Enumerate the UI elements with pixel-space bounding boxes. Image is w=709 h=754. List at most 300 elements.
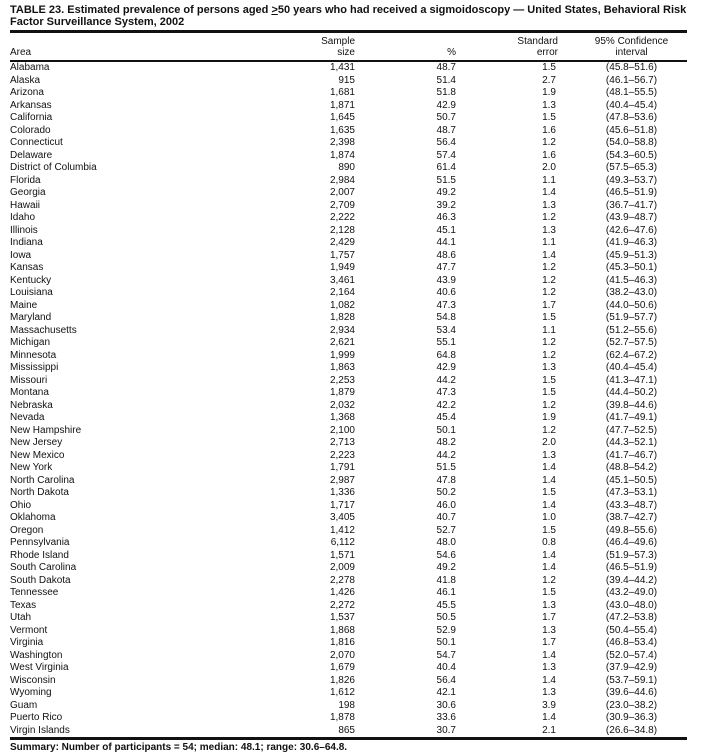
- cell-standard-error: 1.7: [542, 637, 556, 648]
- cell-standard-error: 1.3: [542, 662, 556, 673]
- cell-confidence-interval: (47.7–52.5): [605, 424, 658, 436]
- cell-sample-size: 1,679: [329, 662, 355, 673]
- cell-area: North Carolina: [10, 474, 75, 486]
- cell-area: Alaska: [10, 74, 41, 86]
- cell-percent: 56.4: [436, 137, 456, 148]
- cell-percent: 46.3: [436, 212, 456, 223]
- cell-area: California: [10, 112, 53, 123]
- cell-area: Virginia: [10, 637, 44, 648]
- cell-sample-size: 1,879: [329, 387, 355, 398]
- cell-sample-size: 1,368: [329, 412, 355, 423]
- table-row: [10, 700, 687, 713]
- cell-area: North Dakota: [10, 487, 69, 498]
- cell-standard-error: 1.4: [542, 187, 556, 198]
- cell-percent: 48.7: [436, 62, 456, 73]
- cell-standard-error: 1.4: [542, 499, 556, 511]
- table-header: [10, 32, 687, 62]
- cell-sample-size: 1,681: [329, 87, 355, 98]
- cell-confidence-interval: (47.3–53.1): [605, 487, 658, 498]
- cell-confidence-interval: (45.1–50.5): [605, 474, 658, 486]
- cell-confidence-interval: (49.3–53.7): [605, 174, 658, 186]
- table-row: [10, 725, 687, 739]
- cell-area: New York: [10, 462, 53, 473]
- cell-percent: 40.4: [436, 662, 456, 673]
- cell-confidence-interval: (44.0–50.6): [605, 299, 658, 311]
- cell-sample-size: 1,828: [329, 312, 355, 323]
- col-header-area-label: Area: [10, 47, 32, 58]
- cell-percent: 45.1: [436, 224, 456, 236]
- table-row: [10, 225, 687, 238]
- cell-percent: 30.7: [436, 724, 456, 736]
- cell-standard-error: 1.2: [542, 287, 556, 298]
- cell-percent: 45.4: [436, 412, 456, 423]
- cell-sample-size: 3,405: [329, 512, 355, 523]
- cell-percent: 54.7: [436, 649, 456, 661]
- table-row: [10, 525, 687, 538]
- cell-confidence-interval: (45.9–51.3): [605, 249, 658, 261]
- cell-percent: 51.5: [436, 174, 456, 186]
- cell-percent: 51.5: [436, 462, 456, 473]
- cell-sample-size: 2,984: [329, 174, 355, 186]
- cell-confidence-interval: (49.8–55.6): [605, 524, 658, 536]
- cell-sample-size: 2,934: [329, 324, 355, 336]
- cell-percent: 40.6: [436, 287, 456, 298]
- cell-area: Minnesota: [10, 349, 57, 361]
- cell-standard-error: 1.2: [542, 274, 556, 286]
- cell-area: Ohio: [10, 499, 32, 511]
- cell-percent: 41.8: [436, 574, 456, 586]
- col-header-sample-size-line1: Sample: [321, 36, 355, 47]
- cell-standard-error: 1.5: [542, 524, 556, 536]
- table-row: [10, 200, 687, 213]
- table-row: [10, 387, 687, 400]
- table-row: [10, 487, 687, 500]
- table-row: [10, 400, 687, 413]
- cell-sample-size: 2,621: [329, 337, 355, 348]
- cell-sample-size: 2,164: [329, 287, 355, 298]
- cell-standard-error: 1.3: [542, 624, 556, 636]
- cell-area: Vermont: [10, 624, 48, 636]
- cell-sample-size: 2,713: [329, 437, 355, 448]
- table-row: [10, 612, 687, 625]
- cell-confidence-interval: (46.5–51.9): [605, 187, 658, 198]
- cell-percent: 42.2: [436, 399, 456, 411]
- table-row: [10, 575, 687, 588]
- cell-percent: 42.9: [436, 362, 456, 373]
- cell-sample-size: 1,426: [329, 587, 355, 598]
- cell-standard-error: 1.4: [542, 649, 556, 661]
- cell-area: Delaware: [10, 149, 53, 161]
- cell-area: Tennessee: [10, 587, 59, 598]
- cell-area: Idaho: [10, 212, 36, 223]
- cell-standard-error: 1.3: [542, 449, 556, 461]
- cell-percent: 46.0: [436, 499, 456, 511]
- cell-confidence-interval: (41.7–49.1): [605, 412, 658, 423]
- cell-area: Illinois: [10, 224, 38, 236]
- cell-percent: 51.8: [436, 87, 456, 98]
- cell-area: Arizona: [10, 87, 44, 98]
- cell-sample-size: 1,336: [329, 487, 355, 498]
- table-row: [10, 687, 687, 700]
- cell-percent: 64.8: [436, 349, 456, 361]
- cell-sample-size: 2,278: [329, 574, 355, 586]
- cell-percent: 48.2: [436, 437, 456, 448]
- table-row: [10, 250, 687, 263]
- cell-percent: 48.7: [436, 124, 456, 136]
- table-row: [10, 475, 687, 488]
- cell-area: West Virginia: [10, 662, 69, 673]
- cell-confidence-interval: (40.4–45.4): [605, 99, 658, 111]
- table-row: [10, 125, 687, 138]
- cell-percent: 50.1: [436, 424, 456, 436]
- cell-area: South Carolina: [10, 562, 77, 573]
- cell-percent: 30.6: [436, 699, 456, 711]
- cell-percent: 55.1: [436, 337, 456, 348]
- cell-standard-error: 1.3: [542, 599, 556, 611]
- cell-standard-error: 1.5: [542, 112, 556, 123]
- table-row: [10, 75, 687, 88]
- cell-standard-error: 1.4: [542, 474, 556, 486]
- cell-area: Puerto Rico: [10, 712, 63, 723]
- cell-confidence-interval: (48.1–55.5): [605, 87, 658, 98]
- table-row: [10, 550, 687, 563]
- cell-area: Kentucky: [10, 274, 52, 286]
- cell-percent: 56.4: [436, 674, 456, 686]
- cell-standard-error: 1.5: [542, 312, 556, 323]
- table-row: [10, 625, 687, 638]
- cell-sample-size: 2,253: [329, 374, 355, 386]
- cell-sample-size: 1,868: [329, 624, 355, 636]
- cell-standard-error: 1.2: [542, 137, 556, 148]
- cell-area: Rhode Island: [10, 549, 69, 561]
- table-row: [10, 662, 687, 675]
- cell-standard-error: 2.0: [542, 437, 556, 448]
- cell-standard-error: 1.1: [542, 237, 556, 248]
- cell-sample-size: 1,949: [329, 262, 355, 273]
- table-row: [10, 350, 687, 363]
- cell-area: Florida: [10, 174, 41, 186]
- table-row: [10, 162, 687, 175]
- cell-sample-size: 2,987: [329, 474, 355, 486]
- cell-sample-size: 1,826: [329, 674, 355, 686]
- cell-sample-size: 1,537: [329, 612, 355, 623]
- cell-confidence-interval: (30.9–36.3): [605, 712, 658, 723]
- cell-standard-error: 2.1: [542, 724, 556, 736]
- cell-confidence-interval: (41.9–46.3): [605, 237, 658, 248]
- cell-sample-size: 198: [338, 699, 355, 711]
- cell-sample-size: 1,874: [329, 149, 355, 161]
- cell-area: Louisiana: [10, 287, 53, 298]
- table-row: [10, 587, 687, 600]
- table-row: [10, 562, 687, 575]
- cell-percent: 33.6: [436, 712, 456, 723]
- cell-percent: 47.8: [436, 474, 456, 486]
- cell-confidence-interval: (41.7–46.7): [605, 449, 658, 461]
- table-row: [10, 312, 687, 325]
- cell-standard-error: 1.7: [542, 299, 556, 311]
- cell-confidence-interval: (45.3–50.1): [605, 262, 658, 273]
- col-header-sample-size-line2: size: [337, 47, 355, 58]
- col-header-confidence-interval: [570, 32, 687, 62]
- cell-sample-size: 6,112: [330, 537, 355, 548]
- cell-confidence-interval: (46.1–56.7): [605, 74, 658, 86]
- cell-percent: 44.1: [436, 237, 456, 248]
- cell-area: Massachusetts: [10, 324, 77, 336]
- cell-sample-size: 1,999: [329, 349, 355, 361]
- cell-area: Michigan: [10, 337, 51, 348]
- cell-area: Indiana: [10, 237, 43, 248]
- table-row: [10, 300, 687, 313]
- table-row: [10, 412, 687, 425]
- cell-standard-error: 1.9: [542, 87, 556, 98]
- table-row: [10, 600, 687, 613]
- cell-confidence-interval: (45.6–51.8): [605, 124, 658, 136]
- cell-confidence-interval: (48.8–54.2): [605, 462, 658, 473]
- title-text-before: TABLE 23. Estimated prevalence of persons aged: [10, 4, 272, 16]
- cell-confidence-interval: (39.8–44.6): [605, 399, 658, 411]
- table-row: [10, 637, 687, 650]
- cell-percent: 54.6: [436, 549, 456, 561]
- cell-standard-error: 1.2: [542, 399, 556, 411]
- cell-percent: 45.5: [436, 599, 456, 611]
- title-text-after: 50 years who had received a sigmoidoscopy — United States, Behavioral Risk: [277, 4, 687, 16]
- cell-area: South Dakota: [10, 574, 71, 586]
- table-row: [10, 150, 687, 163]
- cell-percent: 52.7: [436, 524, 456, 536]
- cell-sample-size: 2,009: [329, 562, 355, 573]
- cell-standard-error: 1.2: [542, 212, 556, 223]
- table-row: [10, 112, 687, 125]
- cell-area: Wisconsin: [10, 674, 56, 686]
- cell-standard-error: 1.9: [542, 412, 556, 423]
- cell-standard-error: 1.3: [542, 362, 556, 373]
- cell-area: Missouri: [10, 374, 48, 386]
- cell-percent: 43.9: [436, 274, 456, 286]
- cell-confidence-interval: (40.4–45.4): [605, 362, 658, 373]
- cell-standard-error: 1.2: [542, 574, 556, 586]
- cell-percent: 57.4: [436, 149, 456, 161]
- cell-percent: 40.7: [436, 512, 456, 523]
- cell-sample-size: 2,709: [329, 199, 355, 211]
- cell-standard-error: 1.2: [542, 337, 556, 348]
- cell-percent: 48.0: [436, 537, 456, 548]
- cell-sample-size: 1,412: [329, 524, 355, 536]
- table-row: [10, 100, 687, 113]
- table-row: [10, 137, 687, 150]
- table-row: [10, 237, 687, 250]
- cell-percent: 48.6: [436, 249, 456, 261]
- cell-area: Kansas: [10, 262, 44, 273]
- table-row: [10, 212, 687, 225]
- cell-sample-size: 2,272: [329, 599, 355, 611]
- cell-standard-error: 1.3: [542, 224, 556, 236]
- cell-area: Washington: [10, 649, 63, 661]
- cell-area: Montana: [10, 387, 49, 398]
- cell-confidence-interval: (46.4–49.6): [605, 537, 658, 548]
- cell-sample-size: 890: [338, 162, 355, 173]
- cell-confidence-interval: (26.6–34.8): [605, 724, 658, 736]
- cell-area: Virgin Islands: [10, 724, 70, 736]
- cell-area: Georgia: [10, 187, 46, 198]
- cell-confidence-interval: (43.3–48.7): [605, 499, 658, 511]
- cell-standard-error: 2.0: [542, 162, 556, 173]
- cell-confidence-interval: (51.2–55.6): [605, 324, 658, 336]
- cell-sample-size: 2,007: [329, 187, 355, 198]
- cell-percent: 42.1: [436, 687, 456, 698]
- cell-confidence-interval: (39.6–44.6): [605, 687, 658, 698]
- cell-confidence-interval: (47.2–53.8): [605, 612, 658, 623]
- cell-standard-error: 1.3: [542, 199, 556, 211]
- cell-standard-error: 1.6: [542, 149, 556, 161]
- cell-standard-error: 1.4: [542, 462, 556, 473]
- cell-area: District of Columbia: [10, 162, 97, 173]
- table-row: [10, 275, 687, 288]
- cell-area: Oklahoma: [10, 512, 56, 523]
- cell-percent: 47.7: [436, 262, 456, 273]
- cell-sample-size: 1,571: [329, 549, 355, 561]
- cell-confidence-interval: (47.8–53.6): [605, 112, 658, 123]
- cell-percent: 46.1: [436, 587, 456, 598]
- cell-sample-size: 2,222: [329, 212, 355, 223]
- cell-confidence-interval: (62.4–67.2): [605, 349, 658, 361]
- cell-confidence-interval: (43.2–49.0): [605, 587, 658, 598]
- cell-standard-error: 1.5: [542, 374, 556, 386]
- cell-confidence-interval: (44.3–52.1): [605, 437, 658, 448]
- cell-area: Mississippi: [10, 362, 59, 373]
- cell-standard-error: 1.5: [542, 387, 556, 398]
- table-row: [10, 337, 687, 350]
- cell-confidence-interval: (42.6–47.6): [605, 224, 658, 236]
- cell-standard-error: 1.3: [542, 99, 556, 111]
- col-header-standard-error-line1: Standard: [517, 36, 558, 47]
- cell-percent: 54.8: [436, 312, 456, 323]
- cell-percent: 50.5: [436, 612, 456, 623]
- cell-percent: 61.4: [436, 162, 456, 173]
- cell-area: Colorado: [10, 124, 51, 136]
- table-row: [10, 450, 687, 463]
- cell-confidence-interval: (54.0–58.8): [605, 137, 658, 148]
- cell-percent: 44.2: [436, 449, 456, 461]
- cell-confidence-interval: (51.9–57.3): [605, 549, 658, 561]
- cell-confidence-interval: (41.5–46.3): [605, 274, 658, 286]
- greater-equal-symbol: >: [271, 4, 278, 16]
- prevalence-table: [10, 30, 687, 740]
- cell-confidence-interval: (54.3–60.5): [605, 149, 658, 161]
- table-row: [10, 375, 687, 388]
- cell-sample-size: 2,429: [329, 237, 355, 248]
- cell-area: New Mexico: [10, 449, 65, 461]
- cell-standard-error: 1.5: [542, 62, 556, 73]
- cell-area: Maine: [10, 299, 38, 311]
- cell-confidence-interval: (36.7–41.7): [605, 199, 658, 211]
- cell-percent: 44.2: [436, 374, 456, 386]
- cell-confidence-interval: (50.4–55.4): [605, 624, 658, 636]
- table-header-row: [10, 32, 687, 62]
- cell-standard-error: 1.4: [542, 562, 556, 573]
- table-row: [10, 187, 687, 200]
- table-row: [10, 462, 687, 475]
- cell-sample-size: 2,032: [329, 399, 355, 411]
- cell-confidence-interval: (45.8–51.6): [605, 62, 658, 73]
- col-header-confidence-interval-line1: 95% Confidence: [594, 36, 669, 47]
- cell-percent: 49.2: [436, 187, 456, 198]
- cell-confidence-interval: (43.9–48.7): [605, 212, 658, 223]
- cell-area: Hawaii: [10, 199, 41, 211]
- cell-sample-size: 2,128: [329, 224, 355, 236]
- table-row: [10, 425, 687, 438]
- cell-area: Alabama: [10, 62, 50, 73]
- cell-standard-error: 1.4: [542, 549, 556, 561]
- cell-confidence-interval: (44.4–50.2): [605, 387, 658, 398]
- cell-confidence-interval: (51.9–57.7): [605, 312, 658, 323]
- table-row: [10, 287, 687, 300]
- table-row: [10, 262, 687, 275]
- cell-percent: 42.9: [436, 99, 456, 111]
- cell-percent: 52.9: [436, 624, 456, 636]
- cell-sample-size: 1,645: [329, 112, 355, 123]
- cell-sample-size: 1,816: [329, 637, 355, 648]
- cell-sample-size: 1,635: [329, 124, 355, 136]
- cell-area: Texas: [10, 599, 37, 611]
- table-row: [10, 362, 687, 375]
- cell-standard-error: 1.4: [542, 712, 556, 723]
- table-row: [10, 512, 687, 525]
- table-row: [10, 500, 687, 513]
- cell-confidence-interval: (41.3–47.1): [605, 374, 658, 386]
- cell-area: Utah: [10, 612, 32, 623]
- col-header-standard-error: [460, 32, 570, 62]
- cell-area: Arkansas: [10, 99, 52, 111]
- cell-percent: 39.2: [436, 199, 456, 211]
- cell-sample-size: 865: [338, 724, 355, 736]
- cell-standard-error: 1.4: [542, 249, 556, 261]
- summary-line: Summary: Number of participants = 54; median: 48.1; range: 30.6–64.8.: [10, 742, 348, 753]
- cell-area: Connecticut: [10, 137, 63, 148]
- cell-sample-size: 1,612: [329, 687, 355, 698]
- table-row: [10, 437, 687, 450]
- cell-percent: 51.4: [436, 74, 456, 86]
- cell-sample-size: 1,757: [329, 249, 355, 261]
- cell-area: Wyoming: [10, 687, 52, 698]
- cell-percent: 50.2: [436, 487, 456, 498]
- cell-standard-error: 1.1: [542, 324, 556, 336]
- col-header-area: [10, 32, 290, 62]
- cell-confidence-interval: (43.0–48.0): [605, 599, 658, 611]
- cell-sample-size: 3,461: [329, 274, 355, 286]
- cell-sample-size: 1,082: [329, 299, 355, 311]
- cell-area: Oregon: [10, 524, 44, 536]
- col-header-percent-label: %: [447, 47, 456, 58]
- cell-sample-size: 1,863: [329, 362, 355, 373]
- cell-standard-error: 1.1: [542, 174, 556, 186]
- cell-standard-error: 1.5: [542, 487, 556, 498]
- cell-area: New Hampshire: [10, 424, 82, 436]
- cell-area: Pennsylvania: [10, 537, 70, 548]
- cell-confidence-interval: (37.9–42.9): [605, 662, 658, 673]
- cell-area: Iowa: [10, 249, 32, 261]
- cell-sample-size: 1,878: [329, 712, 355, 723]
- cell-confidence-interval: (38.7–42.7): [605, 512, 658, 523]
- cell-confidence-interval: (52.7–57.5): [605, 337, 658, 348]
- cell-sample-size: 2,100: [329, 424, 355, 436]
- cell-confidence-interval: (57.5–65.3): [605, 162, 658, 173]
- cell-area: Nebraska: [10, 399, 53, 411]
- table-row: [10, 537, 687, 550]
- col-header-percent: [365, 32, 460, 62]
- cell-sample-size: 915: [338, 74, 355, 86]
- table-row: [10, 61, 687, 75]
- cell-standard-error: 2.7: [542, 74, 556, 86]
